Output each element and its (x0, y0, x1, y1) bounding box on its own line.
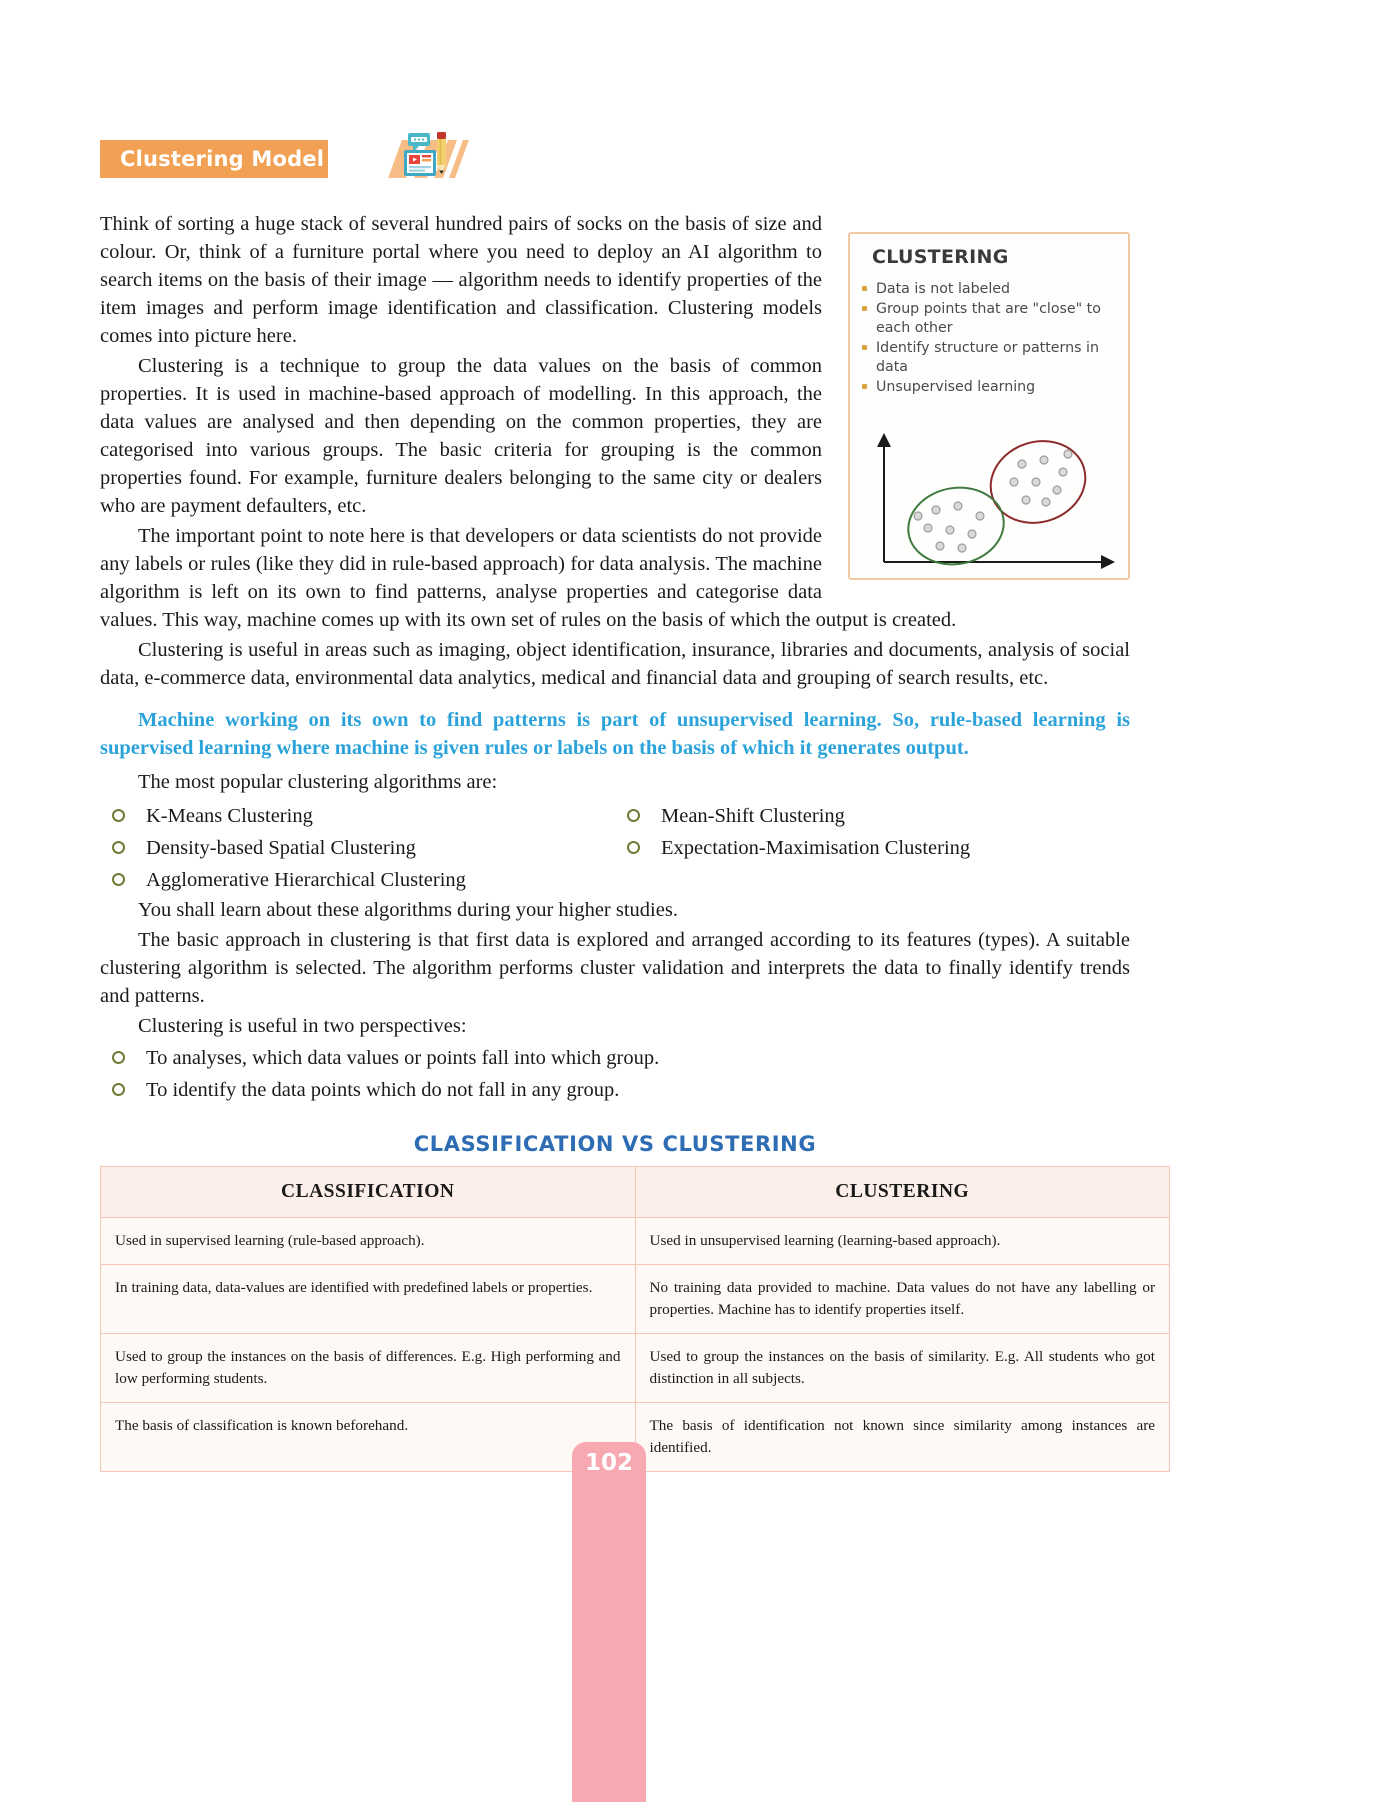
page-number: 102 (584, 1450, 633, 1476)
figure-bullet-list (862, 280, 1124, 398)
comparison-table (100, 1166, 1170, 1472)
column-header-classification: CLASSIFICATION (101, 1167, 636, 1218)
figure-bullet-label: Unsupervised learning (876, 379, 1036, 395)
table-header-row (101, 1167, 1170, 1218)
square-bullet-icon (862, 286, 867, 291)
ring-bullet-icon (112, 809, 125, 822)
table-title: CLASSIFICATION VS CLUSTERING (413, 1132, 817, 1156)
presentation-board-icon (396, 130, 452, 180)
highlight-paragraph: Machine working on its own to find patterns is part of unsupervised learning. So, rule-based learning is supervised learning where machine is given rules or labels on the basis of which it generates output. (100, 709, 1130, 759)
article-column (100, 210, 1155, 1472)
table-row (101, 1265, 1170, 1334)
list-item (615, 832, 1130, 864)
table-cell: In training data, data-values are identified with predefined labels or properties. (101, 1265, 636, 1334)
perspectives-list (100, 1042, 1130, 1106)
list-item (100, 864, 615, 896)
list-item (862, 378, 1124, 397)
figure-title: CLUSTERING (872, 246, 1009, 268)
table-row (101, 1218, 1170, 1265)
paragraph-algos-intro: The most popular clustering algorithms are: (138, 771, 498, 793)
figure-bullet-label: Group points that are "close" to each other (876, 301, 1101, 336)
table-cell: No training data provided to machine. Data values do not have any labelling or properties. Machine has to identify properties itself. (635, 1265, 1170, 1334)
figure-bullet-label: Identify structure or patterns in data (876, 340, 1099, 375)
table-cell: Used to group the instances on the basis of differences. E.g. High performing and low performing students. (101, 1334, 636, 1403)
cluster-a-outline (902, 480, 1010, 572)
paragraph-perspectives-intro: Clustering is useful in two perspectives: (138, 1015, 467, 1037)
square-bullet-icon (862, 306, 867, 311)
list-item-label: To analyses, which data values or points fall into which group. (146, 1047, 660, 1069)
list-item-label: To identify the data points which do not fall in any group. (146, 1079, 620, 1101)
algorithms-right-column (615, 800, 1130, 864)
ring-bullet-icon (112, 1083, 125, 1096)
figure-bullet-label: Data is not labeled (876, 281, 1011, 297)
paragraph-no-labels: The important point to note here is that developers or data scientists do not provide any labels or rules (like they did in rule-based approach) for data analysis. The machine algorithm is left on its own to find patterns, analyse properties and categorise data values. This way, machine comes up with its own set of rules on the basis of which the output is created. (100, 525, 957, 631)
table-row (101, 1334, 1170, 1403)
list-item (100, 800, 615, 832)
table-cell: Used in unsupervised learning (learning-based approach). (635, 1218, 1170, 1265)
list-item (862, 300, 1124, 338)
list-item-label: Expectation-Maximisation Clustering (661, 837, 971, 859)
table-cell: Used to group the instances on the basis of similarity. E.g. All students who got distinction in all subjects. (635, 1334, 1170, 1403)
ring-bullet-icon (112, 841, 125, 854)
list-item (100, 832, 615, 864)
list-item (862, 280, 1124, 299)
table-cell: The basis of classification is known beforehand. (101, 1403, 636, 1472)
cluster-scatter-plot (858, 430, 1124, 576)
list-item (100, 1042, 1130, 1074)
paragraph-definition: Clustering is a technique to group the data values on the basis of common properties. It is used in machine-based approach of modelling. In this approach, the data values are analysed and then depending on the common properties, they are categorised into various groups. The basic criteria for grouping is the common properties found. For example, furniture dealers belonging to the same city or dealers who are payment defaulters, etc. (100, 355, 822, 517)
square-bullet-icon (862, 384, 867, 389)
paragraph-useful-areas: Clustering is useful in areas such as imaging, object identification, insurance, libraries and documents, analysis of social data, e-commerce data, environmental data analytics, medical and financial data and grouping of search results, etc. (100, 639, 1130, 689)
list-item (100, 1074, 1130, 1106)
paragraph-after-algos: You shall learn about these algorithms during your higher studies. (138, 899, 678, 921)
algorithms-left-column (100, 800, 615, 896)
list-item-label: K-Means Clustering (146, 805, 313, 827)
ring-bullet-icon (112, 873, 125, 886)
ring-bullet-icon (627, 841, 640, 854)
paragraph-intro: Think of sorting a huge stack of several hundred pairs of socks on the basis of size and colour. Or, think of a furniture portal where you need to deploy an AI algorithm to search items on the basis of their image — algorithm needs to identify properties of the item images and perform image identification and classification. Clustering models comes into picture here. (100, 213, 822, 347)
table-cell: Used in supervised learning (rule-based approach). (101, 1218, 636, 1265)
clustering-figure (848, 232, 1130, 580)
list-item-label: Mean-Shift Clustering (661, 805, 845, 827)
ring-bullet-icon (112, 1051, 125, 1064)
page-number-tab (572, 1442, 646, 1802)
list-item (862, 339, 1124, 377)
list-item-label: Agglomerative Hierarchical Clustering (146, 869, 466, 891)
page-title: Clustering Model (120, 147, 325, 171)
list-item-label: Density-based Spatial Clustering (146, 837, 416, 859)
table-cell: The basis of identification not known since similarity among instances are identified. (635, 1403, 1170, 1472)
algorithms-list (100, 800, 1130, 896)
paragraph-basic-approach: The basic approach in clustering is that first data is explored and arranged according to its features (types). A suitable clustering algorithm is selected. The algorithm performs cluster validation and interprets the data to finally identify trends and patterns. (100, 929, 1130, 1007)
chapter-header (100, 140, 410, 178)
square-bullet-icon (862, 345, 867, 350)
ring-bullet-icon (627, 809, 640, 822)
column-header-clustering: CLUSTERING (635, 1167, 1170, 1218)
list-item (615, 800, 1130, 832)
